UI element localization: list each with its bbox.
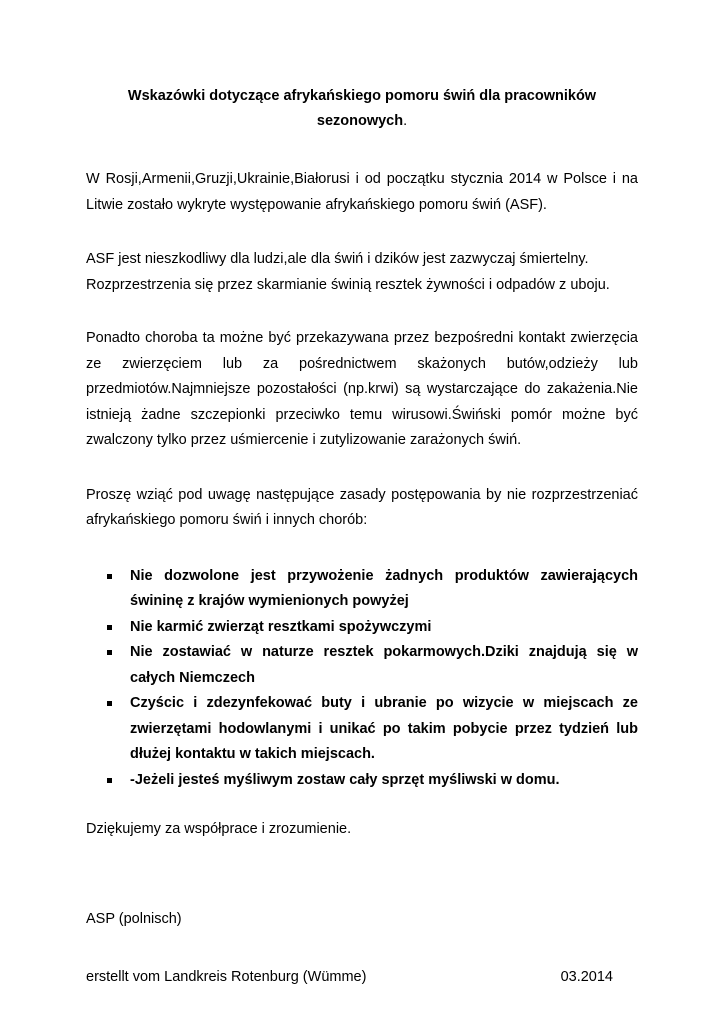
language-note: ASP (polnisch) (86, 910, 182, 927)
paragraph-asf-danger-line-2: Rozprzestrzenia się przez skarmianie świnią resztek żywności i odpadów z uboju. (86, 276, 610, 293)
rule-item (86, 615, 638, 641)
rule-text: -Jeżeli jesteś myśliwym zostaw cały sprzęt myśliwski w domu. (130, 771, 560, 788)
rule-text: Nie dozwolone jest przywożenie żadnych produktów zawierających świninę z krajów wymienionych powyżej (130, 567, 638, 609)
document-title-text: Wskazówki dotyczące afrykańskiego pomoru świń dla pracowników sezonowych (127, 88, 597, 129)
document-title-period: . (403, 113, 408, 129)
footer-author: erstellt vom Landkreis Rotenburg (Wümme) (86, 969, 367, 985)
paragraph-asf-danger (86, 247, 638, 298)
rule-text: Czyścic i zdezynfekować buty i ubranie po wizycie w miejscach ze zwierzętami hodowlanymi i unikać po takim pobycie przez tydzień lub dłużej kontaktu w takich miejscach. (130, 695, 638, 762)
rule-item (86, 691, 638, 768)
document-title (86, 84, 638, 134)
square-bullet-icon (107, 650, 112, 655)
paragraph-rules-intro: Proszę wziąć pod uwagę następujące zasady postępowania by nie rozprzestrzeniać afrykańskiego pomoru świń i innych chorób: (86, 486, 638, 528)
document-page (86, 84, 638, 990)
paragraph-outbreak-countries: W Rosji,Armenii,Gruzji,Ukrainie,Białorusi i od początku stycznia 2014 w Polsce i na Litwie zostało wykryte występowanie afrykańskiego pomoru świń (ASF). (86, 171, 638, 213)
footer-date: 03.2014 (560, 969, 613, 985)
paragraph-asf-danger-line-1: ASF jest nieszkodliwy dla ludzi,ale dla świń i dzików jest zazwyczaj śmiertelny. (86, 251, 589, 267)
rules-list (86, 564, 638, 794)
square-bullet-icon (107, 778, 112, 783)
thanks-text: Dziękujemy za współprace i zrozumienie. (86, 821, 352, 837)
rule-text: Nie zostawiać w naturze resztek pokarmowych.Dziki znajdują się w całych Niemczech (130, 644, 638, 686)
square-bullet-icon (107, 625, 112, 630)
square-bullet-icon (107, 701, 112, 706)
rule-item (86, 564, 638, 615)
rule-item (86, 768, 638, 794)
document-footer (86, 965, 613, 990)
rule-text: Nie karmić zwierząt resztkami spożywczymi (130, 618, 432, 635)
paragraph-transmission: Ponadto choroba ta możne być przekazywana przez bezpośredni kontakt zwierzęcia ze zwierzęciem lub za pośrednictwem skażonych butów,odzieży lub przedmiotów.Najmniejsze pozostałości (np.krwi) są wystarczające do zakażenia.Nie istnieją żadne szczepionki przeciwko temu wirusowi.Świński pomór możne być zwalczony tylko przez uśmiercenie i zutylizowanie zarażonych świń. (86, 330, 638, 448)
rule-item (86, 640, 638, 691)
square-bullet-icon (107, 574, 112, 579)
